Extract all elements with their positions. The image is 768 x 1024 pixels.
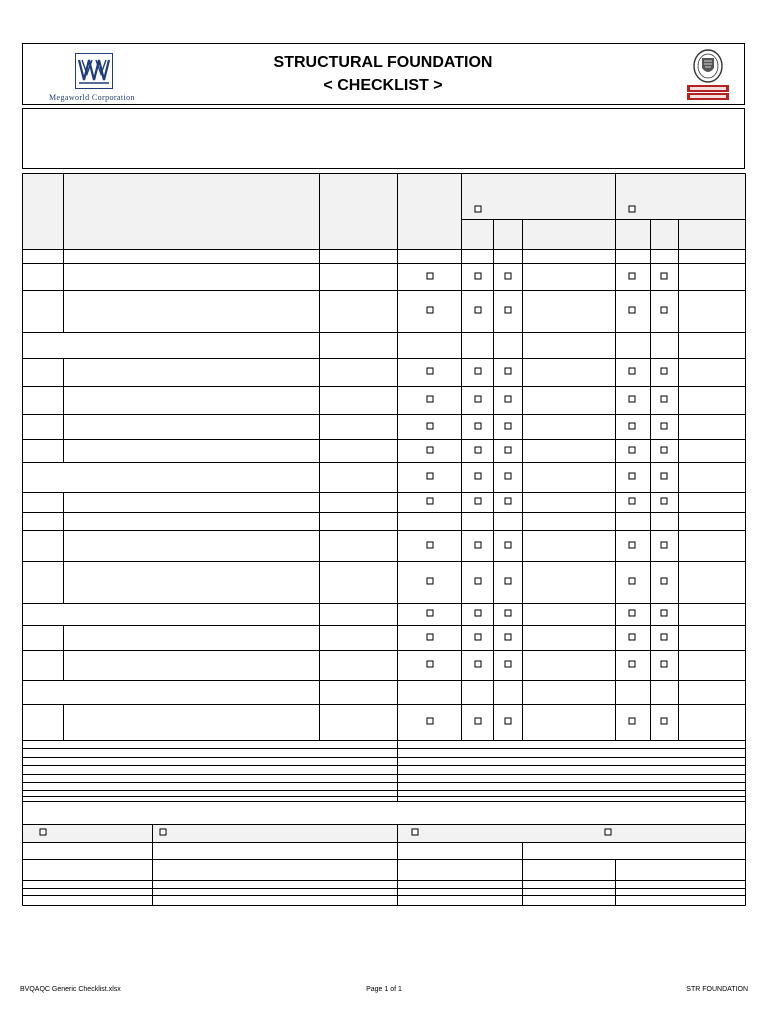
row-checkbox-qa-no[interactable] bbox=[661, 423, 667, 429]
row-checkbox-contractor-no[interactable] bbox=[505, 718, 511, 724]
row-checkbox-contractor-no[interactable] bbox=[505, 423, 511, 429]
row-checkbox-na[interactable] bbox=[427, 368, 433, 374]
document-subtitle: < CHECKLIST > bbox=[323, 77, 443, 94]
row-checkbox-contractor-yes[interactable] bbox=[475, 542, 481, 548]
row-checkbox-qa-yes[interactable] bbox=[629, 610, 635, 616]
row-checkbox-na[interactable] bbox=[427, 634, 433, 640]
row-checkbox-qa-no[interactable] bbox=[661, 610, 667, 616]
row-checkbox-contractor-yes[interactable] bbox=[475, 661, 481, 667]
row-checkbox-qa-no[interactable] bbox=[661, 368, 667, 374]
row-checkbox-contractor-no[interactable] bbox=[505, 498, 511, 504]
signature-checkbox[interactable] bbox=[160, 829, 166, 835]
row-checkbox-contractor-no[interactable] bbox=[505, 447, 511, 453]
row-checkbox-contractor-no[interactable] bbox=[505, 610, 511, 616]
row-checkbox-contractor-yes[interactable] bbox=[475, 498, 481, 504]
row-checkbox-na[interactable] bbox=[427, 578, 433, 584]
row-checkbox-qa-no[interactable] bbox=[661, 542, 667, 548]
row-checkbox-qa-yes[interactable] bbox=[629, 718, 635, 724]
row-checkbox-na[interactable] bbox=[427, 610, 433, 616]
row-checkbox-qa-yes[interactable] bbox=[629, 542, 635, 548]
row-checkbox-qa-no[interactable] bbox=[661, 661, 667, 667]
row-checkbox-na[interactable] bbox=[427, 423, 433, 429]
row-checkbox-qa-yes[interactable] bbox=[629, 368, 635, 374]
row-checkbox-qa-no[interactable] bbox=[661, 578, 667, 584]
row-checkbox-qa-yes[interactable] bbox=[629, 661, 635, 667]
row-checkbox-na[interactable] bbox=[427, 396, 433, 402]
row-checkbox-qa-no[interactable] bbox=[661, 634, 667, 640]
row-checkbox-contractor-no[interactable] bbox=[505, 578, 511, 584]
row-checkbox-qa-yes[interactable] bbox=[629, 423, 635, 429]
row-checkbox-contractor-yes[interactable] bbox=[475, 447, 481, 453]
row-checkbox-contractor-no[interactable] bbox=[505, 273, 511, 279]
row-checkbox-qa-no[interactable] bbox=[661, 498, 667, 504]
row-checkbox-contractor-no[interactable] bbox=[505, 542, 511, 548]
row-checkbox-contractor-yes[interactable] bbox=[475, 473, 481, 479]
row-checkbox-qa-no[interactable] bbox=[661, 718, 667, 724]
row-checkbox-qa-no[interactable] bbox=[661, 447, 667, 453]
row-checkbox-qa-no[interactable] bbox=[661, 396, 667, 402]
signature-checkbox[interactable] bbox=[605, 829, 611, 835]
table-header-shading bbox=[22, 173, 745, 249]
document-title: STRUCTURAL FOUNDATION bbox=[273, 54, 493, 71]
row-checkbox-qa-yes[interactable] bbox=[629, 273, 635, 279]
row-checkbox-contractor-yes[interactable] bbox=[475, 423, 481, 429]
header-checkbox-contractor[interactable] bbox=[475, 206, 481, 212]
footer-page-number: Page 1 of 1 bbox=[366, 986, 402, 993]
row-checkbox-contractor-no[interactable] bbox=[505, 396, 511, 402]
row-checkbox-contractor-yes[interactable] bbox=[475, 610, 481, 616]
row-checkbox-na[interactable] bbox=[427, 661, 433, 667]
row-checkbox-qa-yes[interactable] bbox=[629, 634, 635, 640]
row-checkbox-qa-no[interactable] bbox=[661, 273, 667, 279]
row-checkbox-qa-no[interactable] bbox=[661, 307, 667, 313]
signature-header-shading bbox=[22, 824, 745, 842]
row-checkbox-contractor-yes[interactable] bbox=[475, 718, 481, 724]
row-checkbox-contractor-yes[interactable] bbox=[475, 396, 481, 402]
row-checkbox-na[interactable] bbox=[427, 447, 433, 453]
row-checkbox-contractor-no[interactable] bbox=[505, 307, 511, 313]
company-name: Megaworld Corporation bbox=[49, 93, 135, 102]
row-checkbox-na[interactable] bbox=[427, 473, 433, 479]
signature-checkbox[interactable] bbox=[40, 829, 46, 835]
row-checkbox-qa-yes[interactable] bbox=[629, 447, 635, 453]
row-checkbox-na[interactable] bbox=[427, 718, 433, 724]
row-checkbox-contractor-yes[interactable] bbox=[475, 634, 481, 640]
row-checkbox-qa-no[interactable] bbox=[661, 473, 667, 479]
row-checkbox-qa-yes[interactable] bbox=[629, 396, 635, 402]
row-checkbox-na[interactable] bbox=[427, 498, 433, 504]
row-checkbox-contractor-yes[interactable] bbox=[475, 307, 481, 313]
row-checkbox-qa-yes[interactable] bbox=[629, 307, 635, 313]
row-checkbox-qa-yes[interactable] bbox=[629, 498, 635, 504]
row-checkbox-contractor-no[interactable] bbox=[505, 368, 511, 374]
row-checkbox-na[interactable] bbox=[427, 273, 433, 279]
row-checkbox-contractor-no[interactable] bbox=[505, 473, 511, 479]
row-checkbox-na[interactable] bbox=[427, 542, 433, 548]
row-checkbox-contractor-yes[interactable] bbox=[475, 578, 481, 584]
row-checkbox-contractor-yes[interactable] bbox=[475, 368, 481, 374]
row-checkbox-contractor-yes[interactable] bbox=[475, 273, 481, 279]
row-checkbox-na[interactable] bbox=[427, 307, 433, 313]
header-checkbox-qa[interactable] bbox=[629, 206, 635, 212]
footer-section: STR FOUNDATION bbox=[686, 986, 748, 993]
row-checkbox-qa-yes[interactable] bbox=[629, 473, 635, 479]
row-checkbox-qa-yes[interactable] bbox=[629, 578, 635, 584]
signature-checkbox[interactable] bbox=[412, 829, 418, 835]
row-checkbox-contractor-no[interactable] bbox=[505, 634, 511, 640]
footer-file-name: BVQAQC Generic Checklist.xlsx bbox=[20, 986, 121, 993]
row-checkbox-contractor-no[interactable] bbox=[505, 661, 511, 667]
